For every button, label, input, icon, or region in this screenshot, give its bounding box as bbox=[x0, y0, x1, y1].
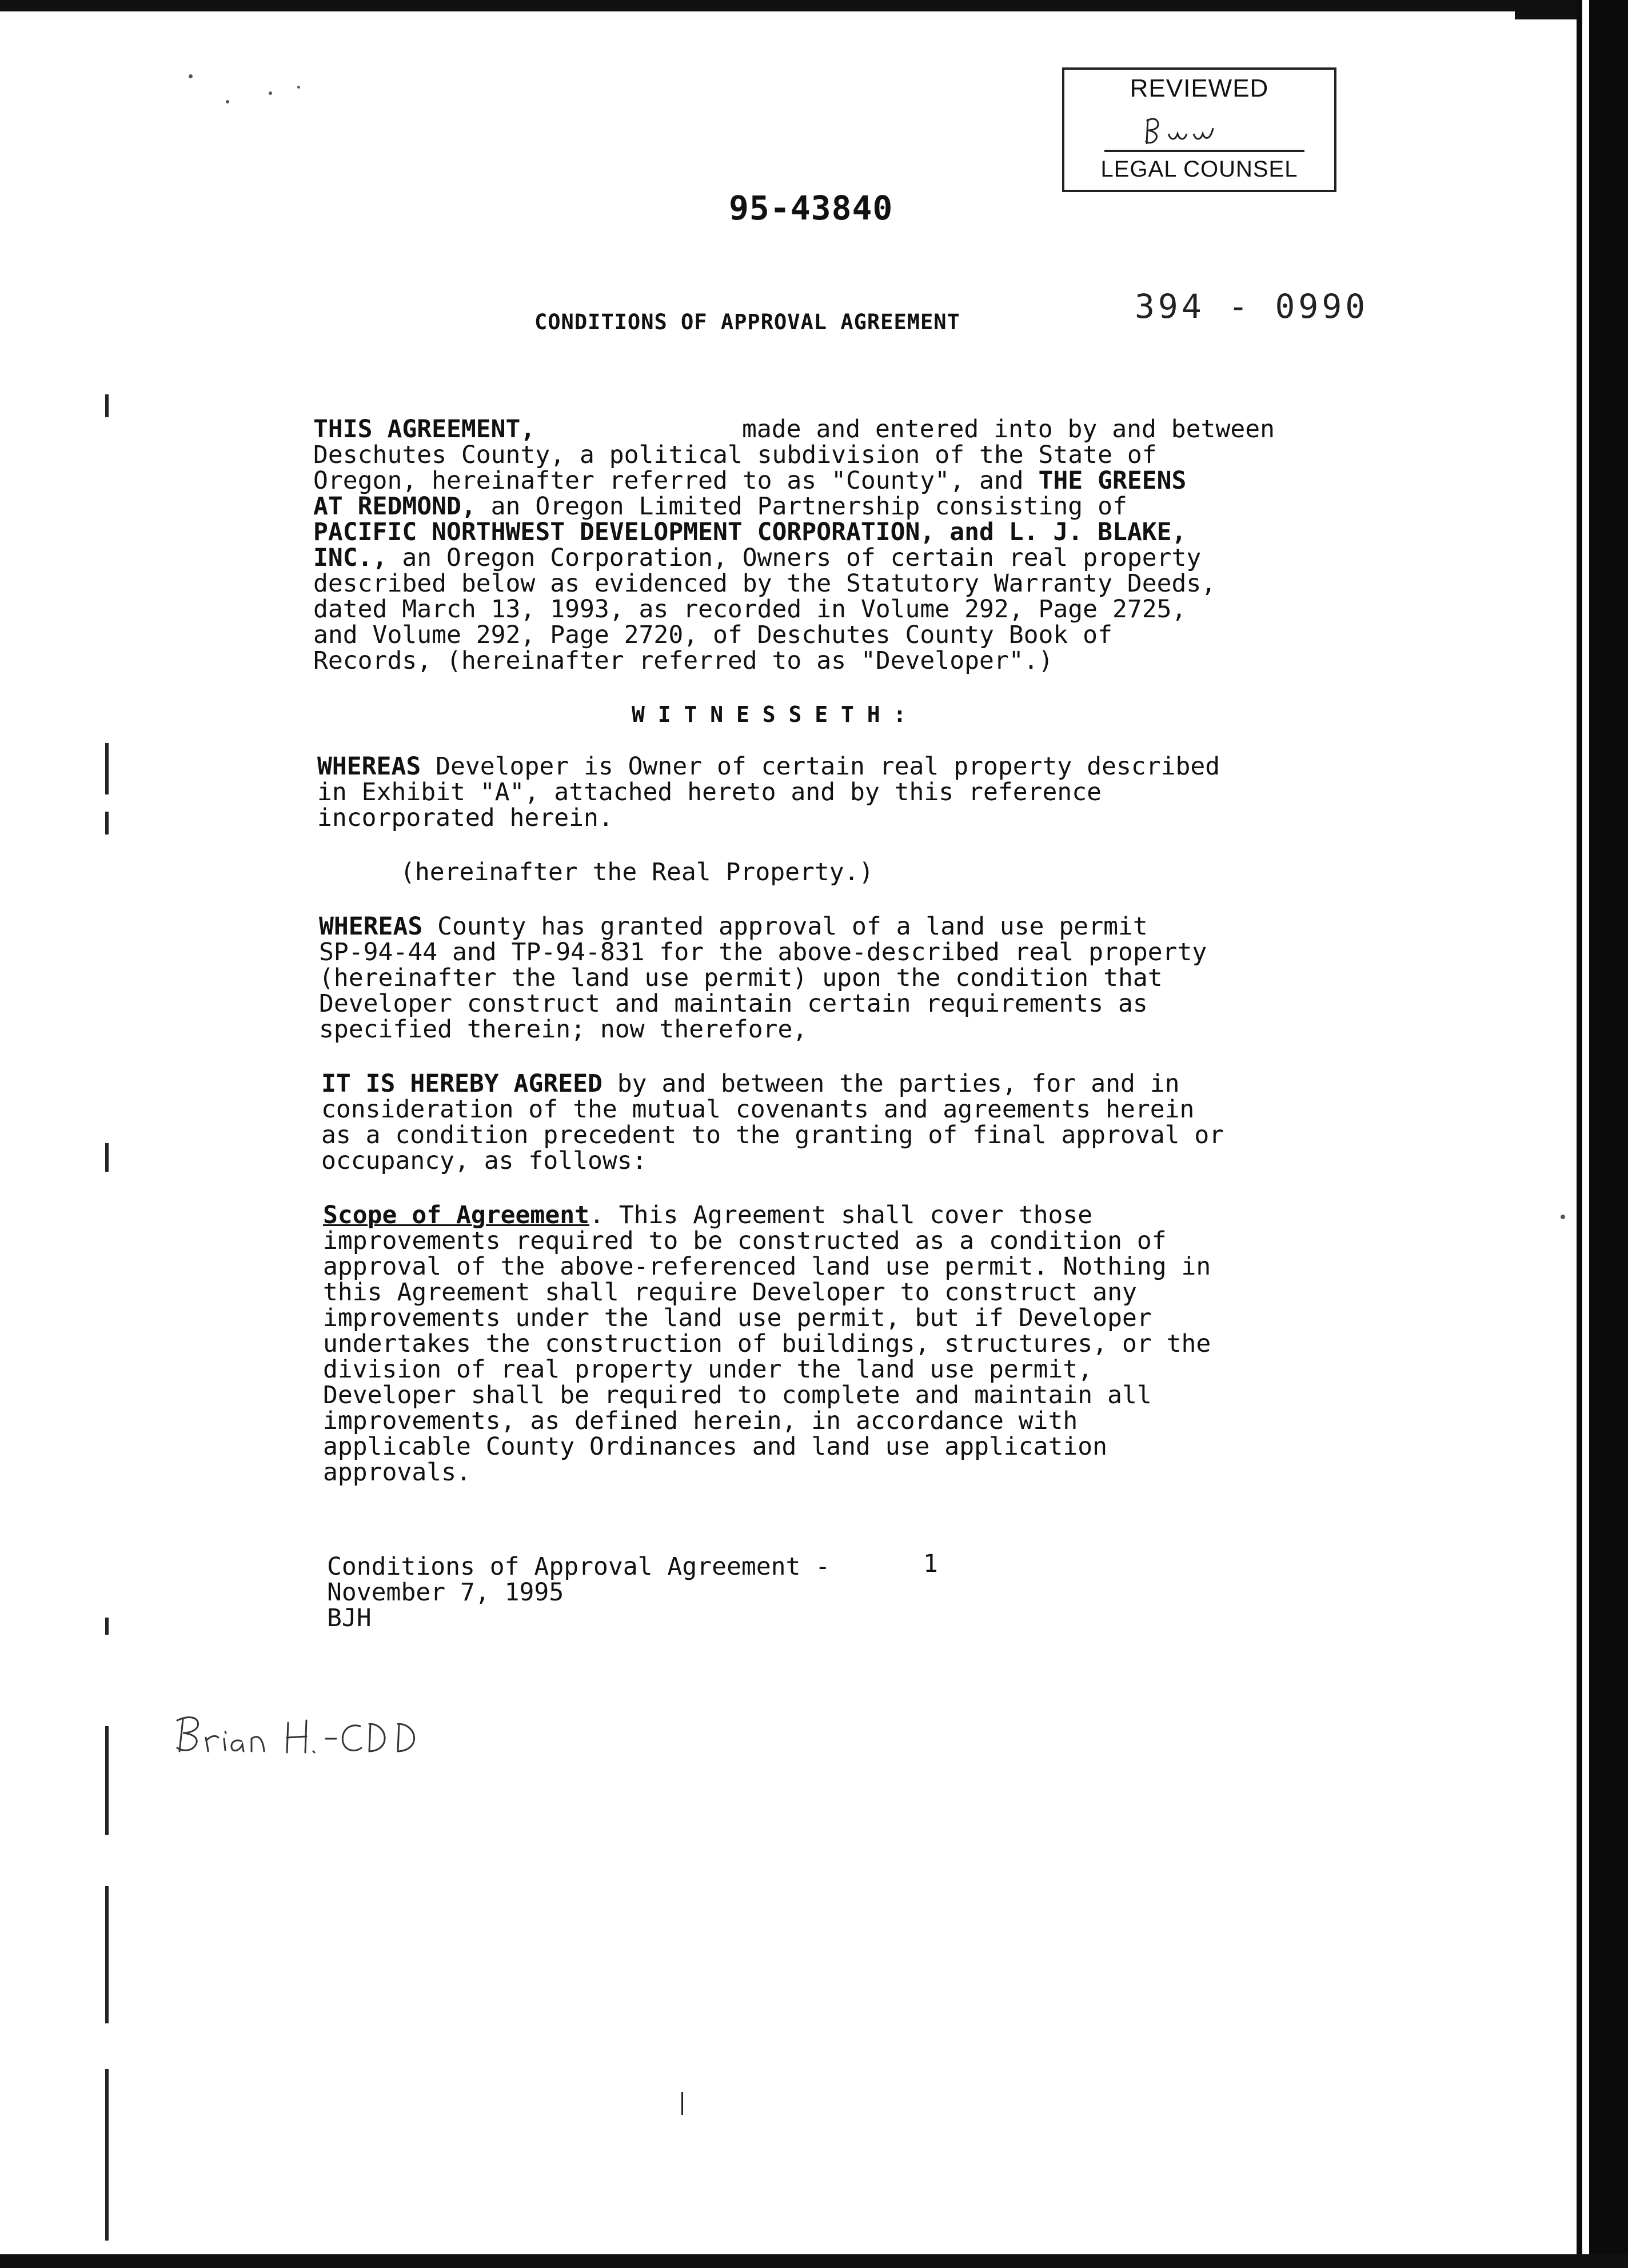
text-run: County has granted approval of a land use permit bbox=[437, 912, 1148, 941]
text-line: incorporated herein. bbox=[317, 804, 613, 832]
text-run: made and entered into by and between bbox=[742, 415, 1275, 444]
footer-title: Conditions of Approval Agreement - bbox=[327, 1552, 831, 1581]
scan-edge-top bbox=[0, 0, 1628, 19]
text-line: this Agreement shall require Developer to construct any bbox=[323, 1278, 1137, 1307]
text-run: . This Agreement shall cover those bbox=[589, 1201, 1093, 1229]
text-line: improvements under the land use permit, but if Developer bbox=[323, 1304, 1152, 1332]
scan-speck bbox=[297, 86, 300, 89]
text-line: and Volume 292, Page 2720, of Deschutes County Book of bbox=[313, 621, 1112, 649]
text-line: Developer shall be required to complete and maintain all bbox=[323, 1381, 1152, 1409]
real-property-note: (hereinafter the Real Property.) bbox=[400, 858, 874, 887]
text-line bbox=[321, 1071, 1180, 1097]
text-line: (hereinafter the land use permit) upon the condition that bbox=[319, 964, 1163, 992]
text-line: Records, (hereinafter referred to as "Developer".) bbox=[313, 646, 1054, 675]
stamp-initials bbox=[1139, 110, 1264, 150]
text-line: described below as evidenced by the Statutory Warranty Deeds, bbox=[313, 569, 1216, 598]
reviewed-stamp bbox=[1062, 67, 1336, 192]
text-line: occupancy, as follows: bbox=[321, 1147, 647, 1175]
bold-term: INC., bbox=[313, 544, 388, 572]
text-line: undertakes the construction of buildings, structures, or the bbox=[323, 1329, 1211, 1358]
stamp-footer: LEGAL COUNSEL bbox=[1100, 157, 1298, 182]
text-run: by and between the parties, for and in bbox=[617, 1069, 1180, 1098]
text-line: improvements required to be constructed as a condition of bbox=[323, 1227, 1167, 1255]
scan-mark bbox=[105, 394, 109, 417]
text-line: SP-94-44 and TP-94-831 for the above-described real property bbox=[319, 938, 1207, 967]
scope-heading: Scope of Agreement bbox=[323, 1201, 589, 1229]
text-line bbox=[313, 545, 1201, 571]
scan-speck bbox=[1561, 1215, 1565, 1219]
document-title: CONDITIONS OF APPROVAL AGREEMENT bbox=[534, 310, 960, 334]
recording-number: 394 - 0990 bbox=[1135, 287, 1369, 326]
page-number: 1 bbox=[923, 1550, 938, 1578]
text-line: Developer construct and maintain certain requirements as bbox=[319, 989, 1148, 1018]
handwritten-note bbox=[166, 1703, 440, 1772]
whereas-label: WHEREAS bbox=[317, 752, 421, 781]
bold-term: THIS AGREEMENT, bbox=[313, 415, 536, 444]
scan-speck bbox=[189, 74, 193, 78]
scan-mark bbox=[105, 1726, 109, 1835]
text-line bbox=[313, 468, 1186, 494]
footer-date: November 7, 1995 bbox=[327, 1578, 564, 1607]
scan-mark bbox=[105, 1143, 109, 1172]
footer-initials: BJH bbox=[327, 1604, 372, 1632]
stamp-signature-rule bbox=[1104, 150, 1304, 152]
text-line bbox=[317, 753, 1220, 780]
text-line: dated March 13, 1993, as recorded in Volume 292, Page 2725, bbox=[313, 595, 1187, 624]
text-line: as a condition precedent to the granting of final approval or bbox=[321, 1121, 1224, 1149]
scan-speck bbox=[269, 91, 272, 95]
scan-mark bbox=[105, 2069, 109, 2241]
bold-term: AT REDMOND, bbox=[313, 492, 476, 521]
text-line: applicable County Ordinances and land use application bbox=[323, 1432, 1108, 1461]
scan-mark bbox=[681, 2092, 683, 2115]
scan-edge-right bbox=[1577, 0, 1628, 2268]
scan-mark bbox=[105, 812, 109, 834]
text-run: an Oregon Limited Partnership consisting of bbox=[490, 492, 1127, 521]
text-line: consideration of the mutual covenants and agreements herein bbox=[321, 1095, 1195, 1124]
bold-term: THE GREENS bbox=[1038, 466, 1187, 495]
witnesseth-heading: W I T N E S S E T H : bbox=[632, 702, 907, 727]
text-line: approvals. bbox=[323, 1458, 471, 1487]
text-line bbox=[319, 913, 1148, 940]
text-line: specified therein; now therefore, bbox=[319, 1015, 808, 1044]
scan-speck bbox=[226, 100, 229, 103]
text-line bbox=[313, 416, 1275, 442]
text-line: division of real property under the land use permit, bbox=[323, 1355, 1093, 1384]
text-line: improvements, as defined herein, in accordance with bbox=[323, 1407, 1078, 1435]
text-line: Deschutes County, a political subdivision of the State of bbox=[313, 441, 1157, 469]
scan-mark bbox=[105, 1886, 109, 2023]
agreed-label: IT IS HEREBY AGREED bbox=[321, 1069, 602, 1098]
text-run: an Oregon Corporation, Owners of certain real property bbox=[402, 544, 1202, 572]
text-line: approval of the above-referenced land use permit. Nothing in bbox=[323, 1252, 1211, 1281]
bold-term: PACIFIC NORTHWEST DEVELOPMENT CORPORATION, bbox=[313, 518, 935, 546]
text-run: Developer is Owner of certain real property described bbox=[436, 752, 1220, 781]
text-run: Oregon, hereinafter referred to as "County", and bbox=[313, 466, 1024, 495]
scan-mark bbox=[105, 743, 109, 794]
text-line bbox=[313, 493, 1127, 520]
scan-edge-bottom bbox=[0, 2254, 1628, 2268]
file-number: 95-43840 bbox=[729, 189, 893, 227]
text-run: and L. J. BLAKE, bbox=[949, 518, 1187, 546]
whereas-label: WHEREAS bbox=[319, 912, 423, 941]
text-line bbox=[313, 519, 1186, 545]
stamp-title: REVIEWED bbox=[1130, 74, 1269, 102]
scan-mark bbox=[105, 1618, 109, 1635]
text-line bbox=[323, 1202, 1092, 1228]
text-line: in Exhibit "A", attached hereto and by this reference bbox=[317, 778, 1102, 806]
